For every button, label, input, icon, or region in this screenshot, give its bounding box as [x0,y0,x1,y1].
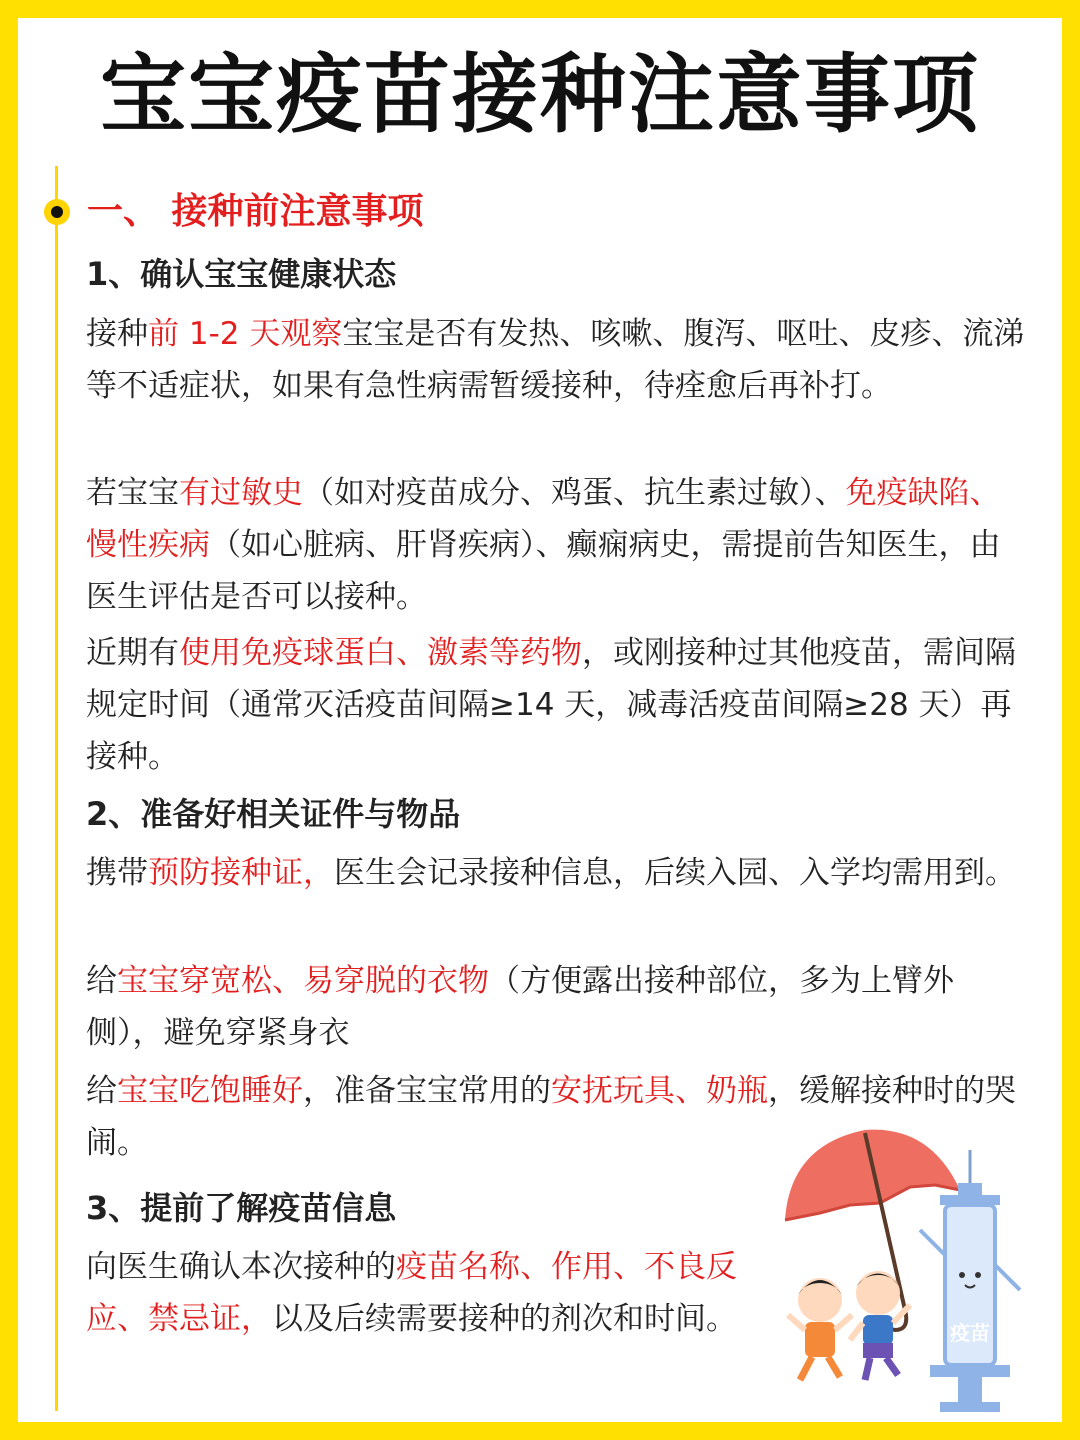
highlight-text: 预防接种证， [148,855,334,891]
body-text: 若宝宝 [86,475,179,511]
syringe-icon [920,1150,1020,1412]
body-text: ，或刚接种过其他疫苗，需间隔规定时间（通常灭活疫苗间隔≥14 天，减毒活疫苗间隔≥28 天）再接种。 [86,635,1016,775]
timeline-line [55,166,58,1411]
highlight-text: 宝宝吃饱睡好 [117,1073,303,1109]
body-text: 给 [86,963,117,999]
body-text: ，准备宝宝常用的 [303,1073,551,1109]
body-text: 宝宝是否有发热、咳嗽、腹泻、呕吐、皮疹、流涕等不适症状，如果有急性病需暂缓接种，待痊愈后再补打。 [86,316,1025,404]
child-icon [788,1271,910,1380]
highlight-text: 前 1-2 天观察 [148,316,343,352]
item-3-heading: 3、提前了解疫苗信息 [86,1189,397,1227]
item-2-heading: 2、准备好相关证件与物品 [86,795,461,833]
body-text: （方便露出接种部位，多为上臂外侧），避免穿紧身衣 [86,963,954,1051]
item-1-paragraph-2 [86,467,1030,623]
page-title: 宝宝疫苗接种注意事项 [100,45,980,145]
item-1-heading: 1、确认宝宝健康状态 [86,255,397,293]
highlight-text: 使用免疫球蛋白、激素等药物 [179,635,582,671]
section-heading: 一、 接种前注意事项 [87,191,424,232]
highlight-text: 疫苗名称、作用、不良反应、禁忌证， [86,1249,737,1337]
syringe-label: 疫苗 [950,1321,990,1345]
body-text: 向医生确认本次接种的 [86,1249,396,1285]
body-text: 携带 [86,855,148,891]
timeline-dot-icon [44,199,70,225]
item-2-paragraph-1 [86,847,1030,899]
item-2-paragraph-2 [86,955,1030,1059]
item-1-paragraph-1 [86,308,1030,412]
body-text: 给 [86,1073,117,1109]
body-text: 接种 [86,316,148,352]
body-text: （如对疫苗成分、鸡蛋、抗生素过敏）、 [303,475,846,511]
highlight-text: 宝宝穿宽松、易穿脱的衣物 [117,963,489,999]
item-3-paragraph-1 [86,1241,761,1345]
highlight-text: 免疫缺陷、慢性疾病 [86,475,1001,563]
body-text: 以及后续需要接种的剂次和时间。 [272,1301,737,1337]
highlight-text: 安抚玩具、奶瓶 [551,1073,768,1109]
vaccine-illustration [780,1125,1050,1415]
body-text: ，缓解接种时的哭闹。 [86,1073,1016,1161]
body-text: 医生会记录接种信息，后续入园、入学均需用到。 [334,855,1016,891]
body-text: 近期有 [86,635,179,671]
highlight-text: 有过敏史 [179,475,303,511]
item-1-paragraph-3 [86,627,1030,783]
body-text: （如心脏病、肝肾疾病）、癫痫病史，需提前告知医生，由医生评估是否可以接种。 [86,527,1001,615]
